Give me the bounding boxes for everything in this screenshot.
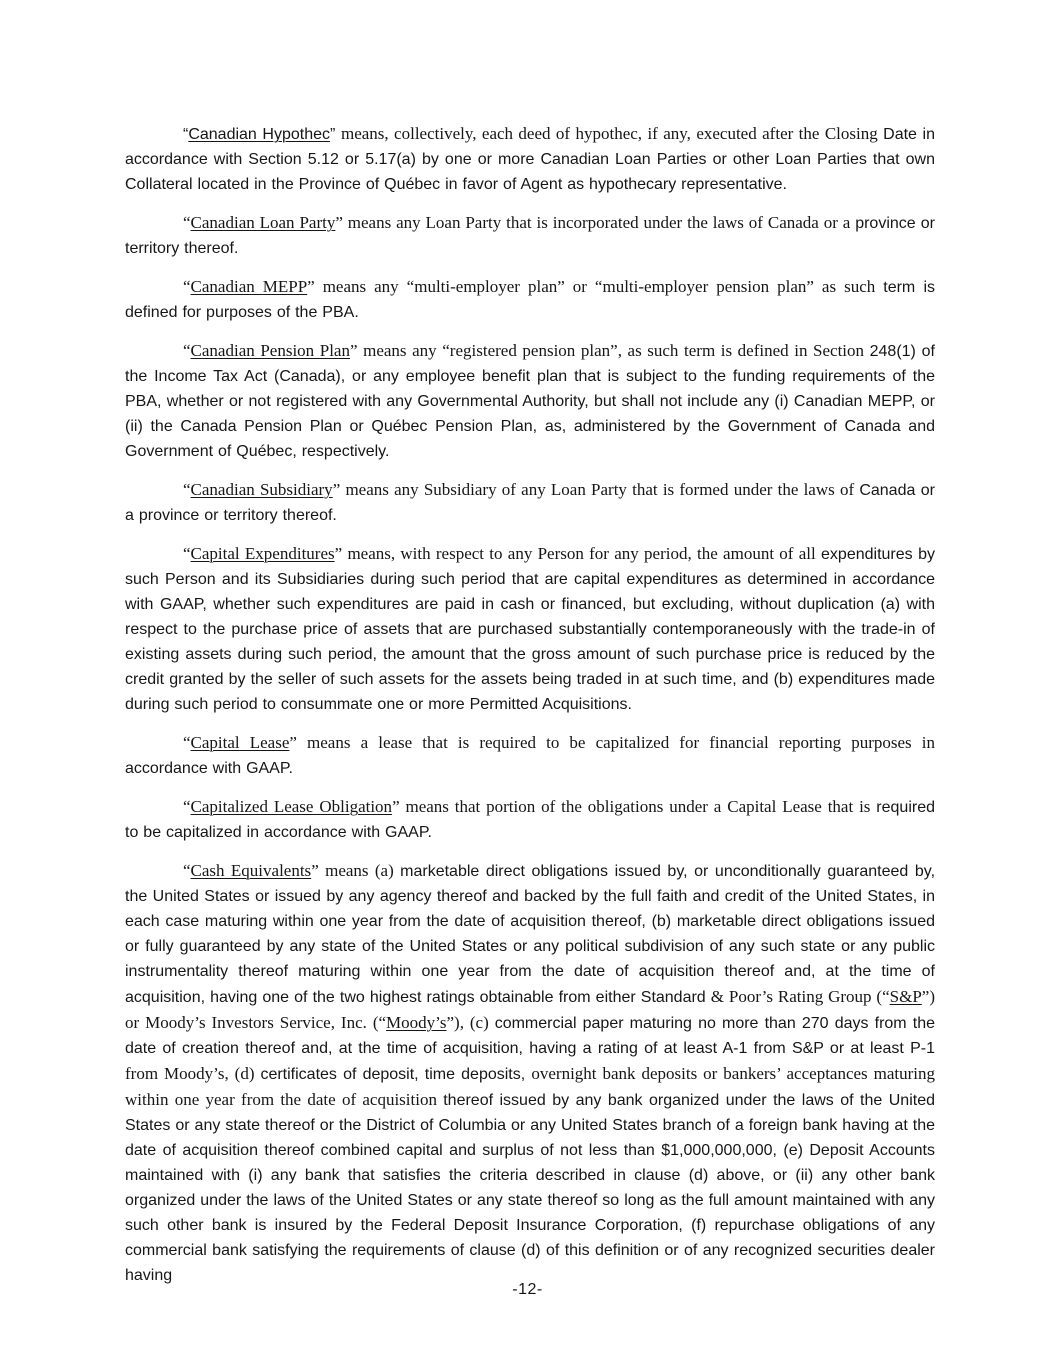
text-segment: ” means (a) (311, 861, 401, 880)
text-segment: ” means any Subsidiary of any Loan Party that is formed under the laws of (332, 480, 860, 499)
definition-paragraph-canadian-hypothec (125, 121, 935, 197)
text-segment: accordance with GAAP. (125, 760, 293, 777)
text-segment: “ (183, 733, 191, 752)
defined-term: Canadian MEPP (190, 277, 308, 296)
text-segment: “ (183, 797, 191, 816)
page-number: -12- (512, 1281, 543, 1298)
text-segment: means, collectively, each deed of hypothec, if any, executed after the Closing (340, 124, 884, 143)
defined-term: Canadian Subsidiary (190, 480, 333, 499)
text-segment: 248(1) of the Income Tax Act (Canada), or any employee benefit plan that is subject to the funding requirements of the PBA, whether or not registered with any Governmental Authority, but shall not include any (i) Canadian MEPP, or (ii) the Canada Pension Plan or Québec Pension Plan, as, administered by the Government of Canada and Government of Québec, respectively. (125, 343, 935, 460)
text-segment: & Poor’s Rating Group (“ (710, 987, 890, 1006)
text-segment: ” means any “multi-employer plan” or “multi-employer pension plan” as such (307, 277, 884, 296)
defined-term: Moody’s (386, 1013, 447, 1032)
text-segment: “ (183, 544, 191, 563)
definition-paragraph-capitalized-lease-obligation (125, 794, 935, 845)
defined-term: S&P (889, 987, 922, 1006)
defined-term: Canadian Loan Party (190, 213, 336, 232)
text-segment: marketable direct obligations issued by, or unconditionally guaranteed by, the United States or issued by any agency thereof and backed by the full faith and credit of the United States, in each case maturing within one year from the date of acquisition thereof, (b) marketable direct obligations issued or fully guaranteed by any state of the United States or any political subdivision of any such state or any public instrumentality thereof maturing within one year from the date of acquisition thereof and, at the time of acquisition, having one of the two highest ratings obtainable from either Standard (125, 863, 936, 1006)
text-segment: “ (183, 861, 191, 880)
text-segment: overnight bank deposits or bankers’ acceptances maturing within one year from the date of acquisition (125, 1064, 936, 1109)
definition-paragraph-canadian-mepp (125, 274, 935, 325)
text-segment: province or territory thereof. (125, 215, 935, 257)
text-segment: “ (183, 213, 191, 232)
text-segment: “ (183, 480, 191, 499)
defined-term: Cash Equivalents (190, 861, 312, 880)
definition-paragraph-canadian-subsidiary (125, 477, 935, 528)
definition-paragraph-capital-lease (125, 730, 935, 781)
definition-paragraph-capital-expenditures (125, 541, 935, 717)
document-body (125, 121, 935, 1301)
text-segment: commercial paper maturing no more than 270 days from the date of creation thereof and, at the time of acquisition, having a rating of at least A-1 from S&P or at least P-1 (125, 1015, 936, 1057)
text-segment: ”), (c) (446, 1013, 495, 1032)
definition-paragraph-canadian-loan-party (125, 210, 935, 261)
text-segment: “ (183, 341, 191, 360)
text-segment: required to be capitalized in accordance with GAAP. (125, 799, 935, 841)
text-segment: thereof issued by any bank organized under the laws of the United States or any state thereof or the District of Columbia or any United States branch of a foreign bank having at the date of acquisition thereof combined capital and surplus of not less than $1,000,000,000, (e) Deposit Accounts maintained with (i) any bank that satisfies the criteria described in clause (d) above, or (ii) any other bank organized under the laws of the United States or any state thereof so long as the full amount maintained with any such other bank is insured by the Federal Deposit Insurance Corporation, (f) repurchase obligations of any commercial bank satisfying the requirements of clause (d) of this definition or of any recognized securities dealer having (125, 1092, 935, 1284)
text-segment: ” means any “registered pension plan”, as such term is defined in Section (349, 341, 870, 360)
defined-term: Canadian Hypothec (188, 126, 331, 143)
text-segment: ”) or Moody’s Investors Service, Inc. (“ (125, 987, 935, 1032)
text-segment: ” means a lease that is required to be capitalized for financial reporting purposes in (289, 733, 935, 752)
text-segment: term is defined for purposes of the PBA. (125, 279, 935, 321)
text-segment: ” means that portion of the obligations under a Capital Lease that is (392, 797, 877, 816)
defined-term: Capital Lease (190, 733, 290, 752)
defined-term: Canadian Pension Plan (190, 341, 350, 360)
text-segment: ” (330, 126, 341, 143)
text-segment: ” means any Loan Party that is incorporated under the laws of Canada or a (335, 213, 856, 232)
text-segment: “ (183, 277, 191, 296)
text-segment: “ (183, 126, 189, 143)
text-segment: from Moody’s, (d) (125, 1064, 261, 1083)
definition-paragraph-canadian-pension-plan (125, 338, 935, 464)
text-segment: expenditures by such Person and its Subsidiaries during such period that are capital expenditures as determined in accordance with GAAP, whether such expenditures are paid in cash or financed, but excluding, without duplication (a) with respect to the purchase price of assets that are purchased substantially contemporaneously with the trade-in of existing assets during such period, the amount that the gross amount of such purchase price is reduced by the credit granted by the seller of such assets for the assets being traded in at such time, and (b) expenditures made during such period to consummate one or more Permitted Acquisitions. (125, 546, 935, 713)
text-segment: certificates of deposit, time deposits, (260, 1066, 532, 1083)
text-segment: ” means, with respect to any Person for any period, the amount of all (334, 544, 822, 563)
definition-paragraph-cash-equivalents (125, 858, 935, 1288)
defined-term: Capital Expenditures (190, 544, 335, 563)
text-segment: Date in accordance with Section 5.12 or 5.17(a) by one or more Canadian Loan Parties or other Loan Parties that own Collateral located in the Province of Québec in favor of Agent as hypothecary representative. (125, 126, 936, 193)
text-segment: Canada or a province or territory thereof. (125, 482, 936, 524)
defined-term: Capitalized Lease Obligation (190, 797, 393, 816)
